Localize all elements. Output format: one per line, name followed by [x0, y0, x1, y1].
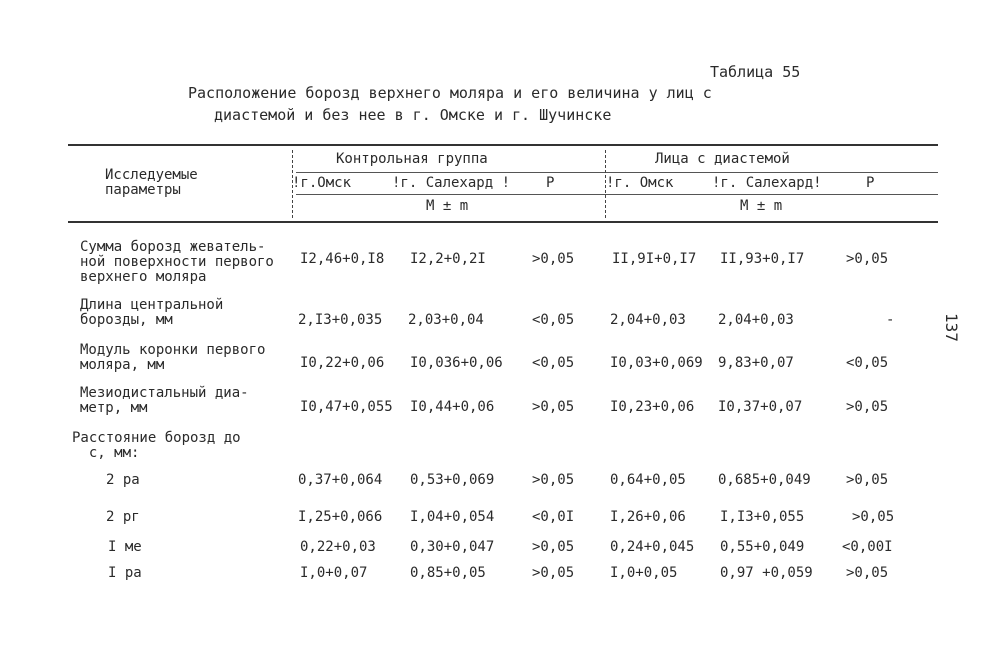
cell-c1: I0,47+0,055 [300, 399, 393, 415]
cell-c3: 0,64+0,05 [610, 472, 686, 488]
group2-header: Лица с диастемой [655, 151, 790, 167]
cell-c2: I2,2+0,2I [410, 251, 486, 267]
cell-p1: <0,05 [532, 355, 575, 371]
cell-c3: 2,04+0,03 [610, 312, 686, 328]
row-param: I ра [108, 565, 142, 581]
cell-p2: >0,05 [846, 251, 889, 267]
cell-c4: 0,97 +0,059 [720, 565, 813, 581]
cell-c3: 0,24+0,045 [610, 539, 695, 555]
section-label: Расстояние борозд до с, мм: [72, 430, 241, 461]
cell-p2: <0,05 [846, 355, 889, 371]
cell-c2: I0,44+0,06 [410, 399, 495, 415]
row-param: Сумма борозд жеватель- ной поверхности первого верхнего моляра [80, 239, 274, 285]
cell-c4: 0,55+0,049 [720, 539, 805, 555]
g1-p-header: Р [546, 175, 555, 191]
row-param: 2 ра [106, 472, 140, 488]
cell-c2: I0,036+0,06 [410, 355, 503, 371]
cell-c4: 2,04+0,03 [718, 312, 794, 328]
cell-c2: 0,53+0,069 [410, 472, 495, 488]
cell-p2: - [886, 312, 895, 328]
cell-p2: <0,00I [842, 539, 893, 555]
cell-c3: I,26+0,06 [610, 509, 686, 525]
cell-c4: 9,83+0,07 [718, 355, 794, 371]
cell-p1: >0,05 [532, 565, 575, 581]
row-param: I ме [108, 539, 142, 555]
cell-p2: >0,05 [852, 509, 895, 525]
cell-p1: >0,05 [532, 539, 575, 555]
cell-c2: 0,85+0,05 [410, 565, 486, 581]
table-title-line1: Расположение борозд верхнего моляра и его величина у лиц с [188, 84, 712, 102]
header-rule-2 [296, 194, 938, 195]
row-param: Длина центральной борозды, мм [80, 297, 224, 328]
cell-c4: 0,685+0,049 [718, 472, 811, 488]
header-bottom-rule [68, 221, 938, 223]
cell-p2: >0,05 [846, 565, 889, 581]
header-rule-1 [296, 172, 938, 173]
cell-c3: I0,23+0,06 [610, 399, 695, 415]
g1-city1-header: !г.Омск [292, 175, 352, 191]
g1-city2-header: !г. Салехард ! [392, 175, 511, 191]
cell-p1: >0,05 [532, 251, 575, 267]
cell-c1: 2,I3+0,035 [298, 312, 383, 328]
cell-c2: I,04+0,054 [410, 509, 495, 525]
cell-p1: >0,05 [532, 472, 575, 488]
cell-p1: >0,05 [532, 399, 575, 415]
cell-p1: <0,0I [532, 509, 575, 525]
cell-c1: 0,22+0,03 [300, 539, 376, 555]
cell-p2: >0,05 [846, 472, 889, 488]
cell-c1: I,25+0,066 [298, 509, 383, 525]
cell-c2: 2,03+0,04 [408, 312, 484, 328]
page-number: 137 [942, 313, 962, 342]
cell-p1: <0,05 [532, 312, 575, 328]
cell-p2: >0,05 [846, 399, 889, 415]
cell-c2: 0,30+0,047 [410, 539, 495, 555]
table-label: Таблица 55 [710, 63, 801, 81]
cell-c4: II,93+0,I7 [720, 251, 805, 267]
g2-city2-header: !г. Салехард! [712, 175, 822, 191]
cell-c1: 0,37+0,064 [298, 472, 383, 488]
table-title-line2: диастемой и без нее в г. Омске и г. Шучинске [214, 106, 612, 124]
top-rule [68, 144, 938, 146]
g2-p-header: Р [866, 175, 875, 191]
row-param: Мезиодистальный диа- метр, мм [80, 385, 249, 416]
cell-c3: I,0+0,05 [610, 565, 678, 581]
cell-c1: I0,22+0,06 [300, 355, 385, 371]
cell-c4: I,I3+0,055 [720, 509, 805, 525]
row-param: 2 рг [106, 509, 140, 525]
cell-c3: I0,03+0,069 [610, 355, 703, 371]
cell-c4: I0,37+0,07 [718, 399, 803, 415]
g2-city1-header: !г. Омск [606, 175, 674, 191]
group1-header: Контрольная группа [336, 151, 488, 167]
m-label-1: М ± m [426, 198, 469, 214]
m-label-2: М ± m [740, 198, 783, 214]
cell-c1: I2,46+0,I8 [300, 251, 385, 267]
cell-c3: II,9I+0,I7 [612, 251, 697, 267]
row-param: Модуль коронки первого моляра, мм [80, 342, 266, 373]
params-header: Исследуемые параметры [105, 167, 198, 198]
cell-c1: I,0+0,07 [300, 565, 368, 581]
